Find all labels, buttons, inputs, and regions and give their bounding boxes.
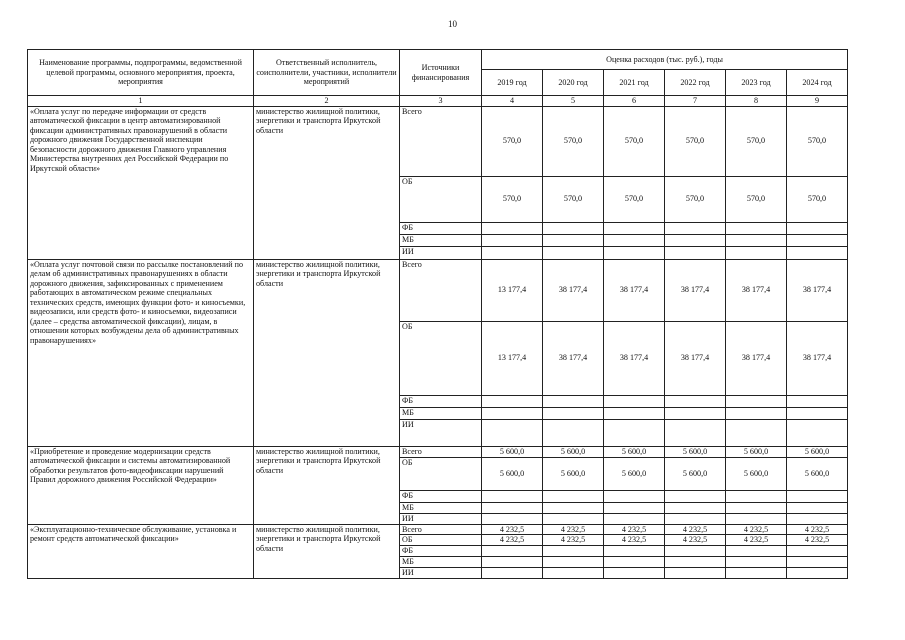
cost-value: 38 177,4 <box>787 259 848 321</box>
column-number-row <box>28 96 848 107</box>
cost-value <box>604 419 665 446</box>
funding-source-label: ИИ <box>400 246 482 259</box>
cost-value <box>482 490 543 502</box>
cost-value: 38 177,4 <box>665 321 726 395</box>
cost-value: 570,0 <box>665 176 726 222</box>
cost-value: 570,0 <box>726 176 787 222</box>
cost-value: 4 232,5 <box>604 524 665 535</box>
cost-value <box>482 556 543 567</box>
funding-source-label: МБ <box>400 556 482 567</box>
cost-value: 4 232,5 <box>787 524 848 535</box>
cost-value <box>726 502 787 513</box>
funding-source-label: ФБ <box>400 490 482 502</box>
cost-value <box>787 490 848 502</box>
cost-value <box>604 502 665 513</box>
cost-value <box>543 407 604 419</box>
table-row <box>28 446 848 457</box>
cost-value <box>787 545 848 556</box>
activity-name: «Оплата услуг почтовой связи по рассылке постановлений по делам об административных правонарушениях в области дорожного движения, зафиксированных с применением работающих в автоматическом режиме специальных технических средств, имеющих функции фото- и киносъемки, видеозаписи, или средств фото- и киносъемки, видеозаписи (далее – средства автоматической фиксации), лицам, в отношении которых возбуждены дела об административных правонарушениях» <box>28 259 254 446</box>
cost-value <box>665 502 726 513</box>
header-year: 2020 год <box>543 70 604 96</box>
cost-value <box>665 513 726 524</box>
funding-source-label: Всего <box>400 524 482 535</box>
cost-value <box>482 513 543 524</box>
funding-source-label: ФБ <box>400 545 482 556</box>
cost-value: 5 600,0 <box>604 457 665 490</box>
cost-value: 38 177,4 <box>787 321 848 395</box>
activity-executor: министерство жилищной политики, энергетики и транспорта Иркутской области <box>254 106 400 259</box>
cost-value <box>726 567 787 578</box>
cost-value: 5 600,0 <box>604 446 665 457</box>
cost-value: 4 232,5 <box>604 535 665 546</box>
cost-value <box>787 513 848 524</box>
cost-value: 570,0 <box>787 176 848 222</box>
cost-value: 5 600,0 <box>726 446 787 457</box>
column-number: 5 <box>543 96 604 107</box>
header-program-name: Наименование программы, подпрограммы, ведомственной целевой программы, основного мероприятия, проекта, мероприятия <box>28 50 254 96</box>
cost-value: 4 232,5 <box>543 524 604 535</box>
cost-value <box>787 395 848 407</box>
header-year: 2019 год <box>482 70 543 96</box>
funding-source-label: МБ <box>400 234 482 246</box>
funding-source-label: Всего <box>400 106 482 176</box>
cost-value <box>726 222 787 234</box>
cost-value <box>482 567 543 578</box>
cost-value: 38 177,4 <box>604 321 665 395</box>
funding-source-label: МБ <box>400 407 482 419</box>
cost-value <box>726 556 787 567</box>
cost-value <box>604 556 665 567</box>
column-number: 4 <box>482 96 543 107</box>
cost-value <box>665 222 726 234</box>
cost-value: 5 600,0 <box>787 457 848 490</box>
cost-value <box>543 419 604 446</box>
column-number: 8 <box>726 96 787 107</box>
cost-value <box>665 545 726 556</box>
cost-value: 38 177,4 <box>665 259 726 321</box>
cost-value: 570,0 <box>726 106 787 176</box>
column-number: 9 <box>787 96 848 107</box>
cost-value <box>604 234 665 246</box>
funding-source-label: ОБ <box>400 176 482 222</box>
cost-value: 5 600,0 <box>665 457 726 490</box>
cost-value <box>543 502 604 513</box>
cost-value <box>665 234 726 246</box>
cost-value: 4 232,5 <box>543 535 604 546</box>
cost-value: 5 600,0 <box>726 457 787 490</box>
cost-value <box>482 545 543 556</box>
cost-value <box>543 513 604 524</box>
funding-source-label: ОБ <box>400 457 482 490</box>
cost-value <box>726 395 787 407</box>
activity-executor: министерство жилищной политики, энергетики и транспорта Иркутской области <box>254 524 400 578</box>
cost-value <box>482 246 543 259</box>
cost-value <box>726 545 787 556</box>
cost-value <box>787 222 848 234</box>
page-number: 10 <box>448 19 457 29</box>
header-year: 2024 год <box>787 70 848 96</box>
cost-value <box>604 407 665 419</box>
cost-value: 38 177,4 <box>726 259 787 321</box>
cost-value <box>482 222 543 234</box>
cost-value: 38 177,4 <box>543 321 604 395</box>
funding-source-label: МБ <box>400 502 482 513</box>
cost-value: 4 232,5 <box>726 535 787 546</box>
activity-name: «Оплата услуг по передаче информации от средств автоматической фиксации в центр автоматизированной фиксации административных правонарушений в области дорожного движения Государственной инспекции безопасности дорожного движения Главного управления Министерства внутренних дел Российской Федерации по Иркутской области» <box>28 106 254 259</box>
header-year: 2021 год <box>604 70 665 96</box>
cost-value: 4 232,5 <box>482 535 543 546</box>
activity-executor: министерство жилищной политики, энергетики и транспорта Иркутской области <box>254 446 400 524</box>
column-number: 6 <box>604 96 665 107</box>
cost-value <box>482 234 543 246</box>
cost-value <box>665 490 726 502</box>
cost-value: 4 232,5 <box>665 535 726 546</box>
cost-value <box>787 407 848 419</box>
funding-source-label: ФБ <box>400 395 482 407</box>
cost-value <box>543 234 604 246</box>
cost-value <box>726 407 787 419</box>
activity-name: «Приобретение и проведение модернизации средств автоматической фиксации и системы автоматизированной обработки результатов фото-видеофиксации нарушений Правил дорожного движения Российской Федерации» <box>28 446 254 524</box>
cost-value <box>604 490 665 502</box>
header-funding-sources: Источники финансирования <box>400 50 482 96</box>
column-number: 1 <box>28 96 254 107</box>
cost-value <box>726 246 787 259</box>
cost-value: 5 600,0 <box>665 446 726 457</box>
column-number: 3 <box>400 96 482 107</box>
cost-value <box>787 234 848 246</box>
cost-value <box>665 419 726 446</box>
cost-value <box>726 490 787 502</box>
table-row <box>28 259 848 321</box>
funding-source-label: ИИ <box>400 567 482 578</box>
cost-value: 4 232,5 <box>787 535 848 546</box>
header-year: 2022 год <box>665 70 726 96</box>
cost-value <box>543 556 604 567</box>
cost-value: 570,0 <box>543 176 604 222</box>
cost-value <box>543 490 604 502</box>
header-executor: Ответственный исполнитель, соисполнители, участники, исполнители мероприятий <box>254 50 400 96</box>
cost-value <box>726 513 787 524</box>
cost-value <box>787 419 848 446</box>
cost-value <box>604 222 665 234</box>
cost-value <box>543 246 604 259</box>
cost-value: 570,0 <box>482 176 543 222</box>
funding-source-label: Всего <box>400 259 482 321</box>
cost-value <box>543 545 604 556</box>
cost-value <box>787 556 848 567</box>
cost-value: 5 600,0 <box>482 457 543 490</box>
activity-executor: министерство жилищной политики, энергетики и транспорта Иркутской области <box>254 259 400 446</box>
cost-value <box>543 222 604 234</box>
cost-value: 570,0 <box>604 106 665 176</box>
funding-source-label: ИИ <box>400 419 482 446</box>
header-cost-estimate: Оценка расходов (тыс. руб.), годы <box>482 50 848 70</box>
cost-value <box>665 567 726 578</box>
table-row <box>28 524 848 535</box>
cost-value: 4 232,5 <box>726 524 787 535</box>
cost-value <box>665 395 726 407</box>
cost-value <box>787 502 848 513</box>
cost-value <box>604 567 665 578</box>
cost-value <box>543 567 604 578</box>
cost-value: 13 177,4 <box>482 321 543 395</box>
cost-value: 570,0 <box>604 176 665 222</box>
funding-source-label: ОБ <box>400 535 482 546</box>
cost-value <box>604 545 665 556</box>
cost-value: 570,0 <box>665 106 726 176</box>
cost-value <box>726 234 787 246</box>
cost-value <box>665 407 726 419</box>
cost-value: 38 177,4 <box>604 259 665 321</box>
activity-name: «Эксплуатационно-техническое обслуживание, установка и ремонт средств автоматической фиксации» <box>28 524 254 578</box>
funding-source-label: ИИ <box>400 513 482 524</box>
funding-source-label: ОБ <box>400 321 482 395</box>
cost-value <box>726 419 787 446</box>
cost-value <box>787 567 848 578</box>
cost-value <box>482 407 543 419</box>
column-number: 7 <box>665 96 726 107</box>
cost-value: 570,0 <box>787 106 848 176</box>
cost-value <box>604 513 665 524</box>
cost-value: 5 600,0 <box>543 457 604 490</box>
cost-value: 5 600,0 <box>543 446 604 457</box>
cost-value: 5 600,0 <box>787 446 848 457</box>
cost-value: 570,0 <box>482 106 543 176</box>
header-year: 2023 год <box>726 70 787 96</box>
cost-value: 38 177,4 <box>726 321 787 395</box>
cost-value: 13 177,4 <box>482 259 543 321</box>
cost-value: 38 177,4 <box>543 259 604 321</box>
cost-value: 570,0 <box>543 106 604 176</box>
column-number: 2 <box>254 96 400 107</box>
cost-value <box>482 419 543 446</box>
cost-value <box>604 395 665 407</box>
cost-value <box>604 246 665 259</box>
cost-value <box>482 395 543 407</box>
cost-value <box>665 246 726 259</box>
funding-source-label: ФБ <box>400 222 482 234</box>
cost-value: 4 232,5 <box>665 524 726 535</box>
cost-value <box>787 246 848 259</box>
table-row <box>28 106 848 176</box>
cost-value <box>482 502 543 513</box>
cost-value: 5 600,0 <box>482 446 543 457</box>
cost-value: 4 232,5 <box>482 524 543 535</box>
cost-value <box>543 395 604 407</box>
budget-table <box>27 49 848 579</box>
funding-source-label: Всего <box>400 446 482 457</box>
cost-value <box>665 556 726 567</box>
